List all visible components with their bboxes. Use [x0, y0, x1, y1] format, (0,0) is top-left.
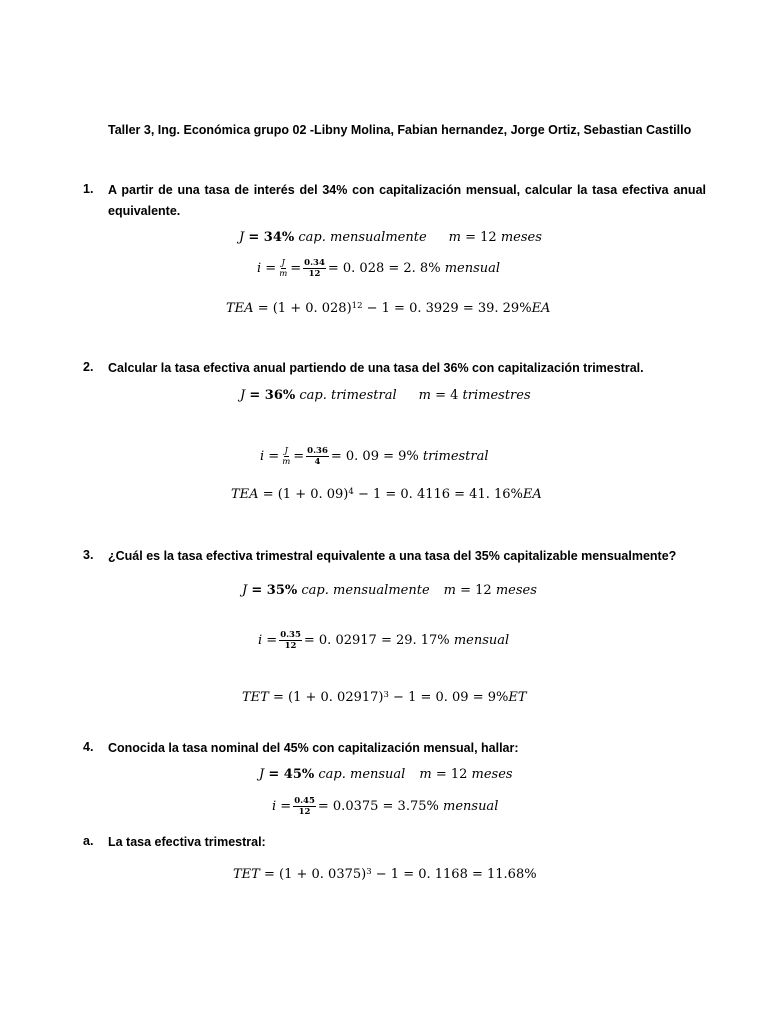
q2-tea-base: = (1 + 0. 09): [262, 487, 349, 502]
q1-i-result: = 0. 028 = 2. 8%: [327, 261, 441, 276]
question-3-number: 3.: [83, 548, 94, 562]
q1-m-unit: meses: [500, 230, 542, 245]
q4-tet-exponent: 3: [366, 866, 372, 877]
q4-j-symbol: J: [259, 767, 265, 782]
question-2-number: 2.: [83, 360, 94, 374]
q4-i-result: = 0.0375 = 3.75%: [317, 799, 439, 814]
question-1-text: A partir de una tasa de interés del 34% con capitalización mensual, calcular la tasa efectiva anual equivalente.: [108, 183, 706, 218]
q2-tea-unit: EA: [522, 487, 542, 502]
q2-nominal-rate-equation: [240, 388, 531, 403]
subquestion-a-text: La tasa efectiva trimestral:: [108, 835, 266, 849]
q1-tea-exponent: 12: [351, 300, 363, 311]
q4-j-value: = 45%: [268, 767, 315, 782]
q2-fraction-value: [306, 446, 329, 467]
q3-j-symbol: J: [242, 583, 248, 598]
q4-tet-symbol: TET: [233, 867, 260, 882]
q2-m-symbol: m: [418, 388, 431, 403]
q1-tea-base: = (1 + 0. 028): [257, 301, 352, 316]
q3-m-symbol: m: [443, 583, 456, 598]
q2-fraction-j-over-m: [281, 446, 291, 467]
q3-m-unit: meses: [495, 583, 537, 598]
q1-frac2-denominator: 12: [308, 269, 321, 279]
q1-j-value: = 34%: [248, 230, 295, 245]
question-4-number: 4.: [83, 740, 94, 754]
q2-tea-exponent: 4: [348, 486, 354, 497]
q2-j-cap: cap. trimestral: [299, 388, 397, 403]
document-title: Taller 3, Ing. Económica grupo 02 -Libny Molina, Fabian hernandez, Jorge Ortiz, Sebastian Castillo: [108, 123, 692, 137]
q4-fraction-value: [293, 796, 316, 817]
q4-periodic-rate-equation: [272, 796, 498, 817]
q2-frac1-denominator: m: [282, 457, 291, 467]
q2-frac2-numerator: 0.36: [307, 446, 328, 456]
q2-j-symbol: J: [240, 388, 246, 403]
q1-fraction-value: [303, 258, 326, 279]
q2-m-value: = 4: [435, 388, 459, 403]
q3-nominal-rate-equation: [242, 583, 537, 598]
q1-i-unit: mensual: [444, 261, 501, 276]
q1-tea-unit: EA: [531, 301, 551, 316]
q4-i-symbol: i =: [272, 799, 292, 814]
q1-fraction-j-over-m: [278, 258, 288, 279]
q2-i-unit: trimestral: [422, 449, 489, 464]
q1-frac2-numerator: 0.34: [304, 258, 325, 268]
q4-frac-numerator: 0.45: [294, 796, 315, 806]
q2-j-value: = 36%: [249, 388, 296, 403]
q2-frac2-denominator: 4: [314, 457, 321, 467]
q2-i-symbol: i =: [260, 449, 280, 464]
q2-tea-equation: [231, 487, 542, 502]
q2-m-unit: trimestres: [462, 388, 531, 403]
q1-i-symbol: i =: [257, 261, 277, 276]
q2-periodic-rate-equation: [260, 446, 489, 467]
q1-tea-symbol: TEA: [226, 301, 254, 316]
q2-tea-symbol: TEA: [231, 487, 259, 502]
q4-i-unit: mensual: [443, 799, 499, 814]
q1-m-symbol: m: [448, 230, 461, 245]
q3-frac-numerator: 0.35: [280, 630, 301, 640]
q4-nominal-rate-equation: [259, 767, 513, 782]
q3-i-unit: mensual: [453, 633, 510, 648]
q1-periodic-rate-equation: [257, 258, 500, 279]
question-2-text: Calcular la tasa efectiva anual partiendo de una tasa del 36% con capitalización trimestral.: [108, 361, 644, 375]
q3-tet-symbol: TET: [242, 690, 269, 705]
q4-m-unit: meses: [471, 767, 513, 782]
q4-j-cap: cap. mensual: [318, 767, 406, 782]
q3-tet-unit: ET: [508, 690, 527, 705]
q1-tea-equation: [226, 301, 550, 316]
subquestion-a-label: a.: [83, 834, 94, 848]
q1-tea-rest: − 1 = 0. 3929 = 39. 29%: [366, 301, 532, 316]
q3-j-cap: cap. mensualmente: [301, 583, 430, 598]
q3-tet-exponent: 3: [383, 689, 389, 700]
q3-tet-rest: − 1 = 0. 09 = 9%: [393, 690, 509, 705]
q4-tet-rest: − 1 = 0. 1168 = 11.68%: [375, 867, 537, 882]
q3-tet-base: = (1 + 0. 02917): [272, 690, 384, 705]
q3-i-symbol: i =: [258, 633, 278, 648]
q3-fraction-value: [279, 630, 302, 651]
question-3-text: ¿Cuál es la tasa efectiva trimestral equivalente a una tasa del 35% capitalizable mensualmente?: [108, 549, 677, 563]
q1-equals: =: [290, 261, 302, 276]
q1-m-value: = 12: [465, 230, 497, 245]
question-1-number: 1.: [83, 182, 94, 196]
q3-i-result: = 0. 02917 = 29. 17%: [303, 633, 450, 648]
q2-equals: =: [293, 449, 305, 464]
q2-tea-rest: − 1 = 0. 4116 = 41. 16%: [357, 487, 523, 502]
q4-frac-denominator: 12: [298, 807, 311, 817]
q1-frac1-numerator: J: [281, 258, 285, 268]
q1-j-symbol: J: [239, 230, 245, 245]
question-4-text: Conocida la tasa nominal del 45% con capitalización mensual, hallar:: [108, 741, 519, 755]
q1-frac1-denominator: m: [279, 269, 288, 279]
q3-m-value: = 12: [460, 583, 492, 598]
q3-frac-denominator: 12: [284, 641, 297, 651]
q4-m-value: = 12: [435, 767, 468, 782]
q3-j-value: = 35%: [251, 583, 298, 598]
q1-j-cap: cap. mensualmente: [298, 230, 427, 245]
q4-tet-equation: [233, 867, 537, 882]
q2-i-result: = 0. 09 = 9%: [330, 449, 419, 464]
q2-frac1-numerator: J: [284, 446, 288, 456]
q3-periodic-rate-equation: [258, 630, 509, 651]
q1-nominal-rate-equation: [239, 230, 542, 245]
q3-tet-equation: [242, 690, 527, 705]
q4-tet-base: = (1 + 0. 0375): [263, 867, 367, 882]
q4-m-symbol: m: [419, 767, 432, 782]
